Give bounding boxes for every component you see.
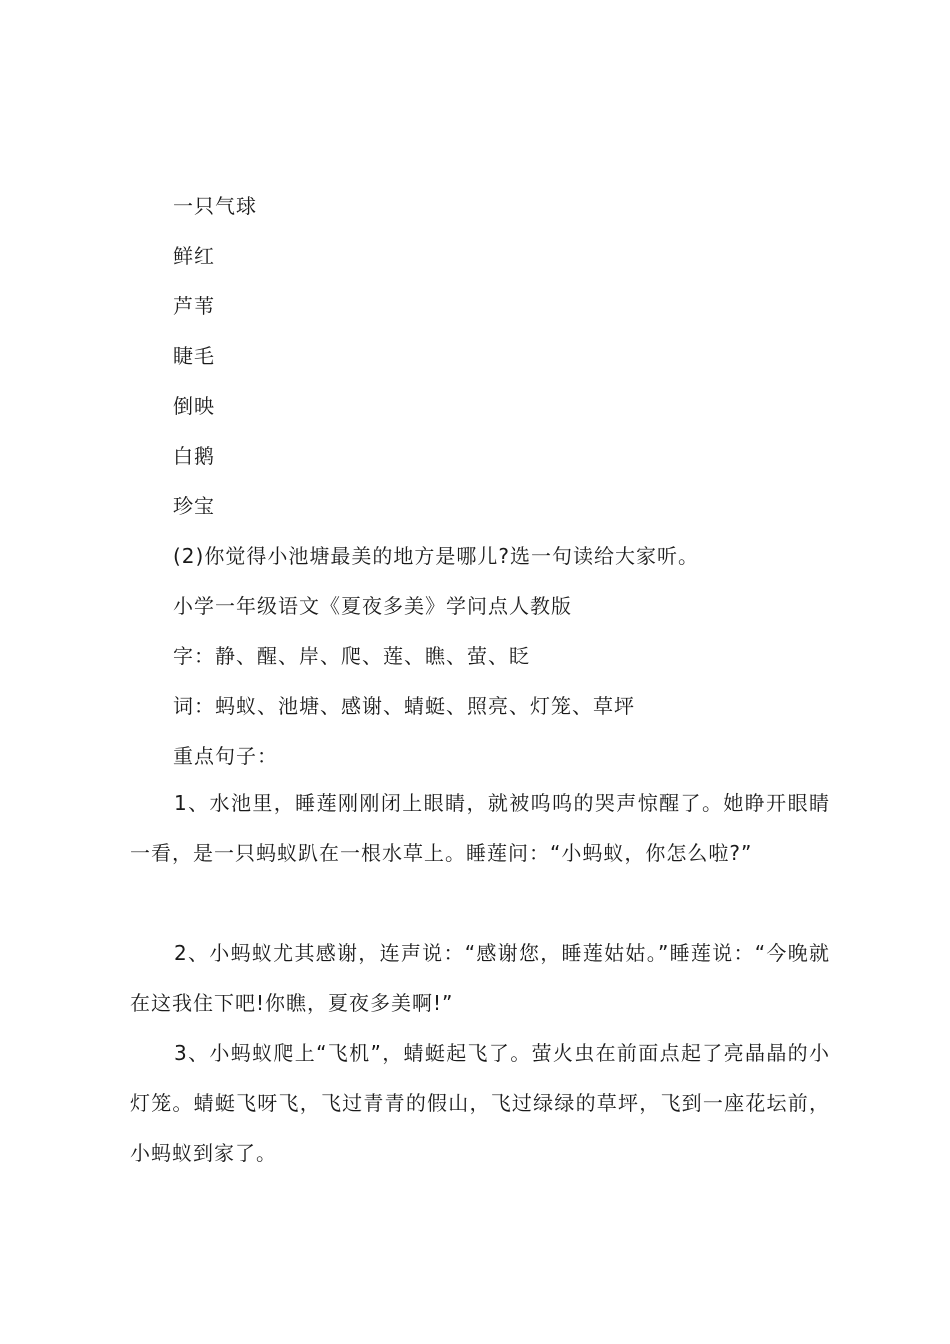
vocab-item: 睫毛	[173, 344, 215, 368]
question-text: (2)你觉得小池塘最美的地方是哪儿?选一句读给大家听。	[173, 544, 699, 568]
vocab-item: 珍宝	[173, 494, 215, 518]
key-sentence-2: 2、小蚂蚁尤其感谢，连声说：“感谢您，睡莲姑姑。”睡莲说：“今晚就在这我住下吧!你瞧，夏夜多美啊!”	[130, 941, 830, 1015]
lesson-title: 小学一年级语文《夏夜多美》学问点人教版	[173, 594, 572, 618]
vocab-item: 芦苇	[173, 294, 215, 318]
vocab-item: 一只气球	[173, 194, 257, 218]
key-sentence-1: 1、水池里，睡莲刚刚闭上眼睛，就被呜呜的哭声惊醒了。她睁开眼睛一看，是一只蚂蚁趴在一根水草上。睡莲问：“小蚂蚁，你怎么啦?”	[130, 791, 830, 865]
vocab-item: 鲜红	[173, 244, 215, 268]
key-sentences-label: 重点句子：	[173, 744, 278, 768]
vocab-item: 白鹅	[173, 444, 215, 468]
characters-line: 字：静、醒、岸、爬、莲、瞧、萤、眨	[173, 644, 530, 668]
words-line: 词：蚂蚁、池塘、感谢、蜻蜓、照亮、灯笼、草坪	[173, 694, 635, 718]
key-sentence-3: 3、小蚂蚁爬上“飞机”，蜻蜓起飞了。萤火虫在前面点起了亮晶晶的小灯笼。蜻蜓飞呀飞，飞过青青的假山，飞过绿绿的草坪，飞到一座花坛前，小蚂蚁到家了。	[130, 1041, 830, 1165]
vocab-item: 倒映	[173, 394, 215, 418]
